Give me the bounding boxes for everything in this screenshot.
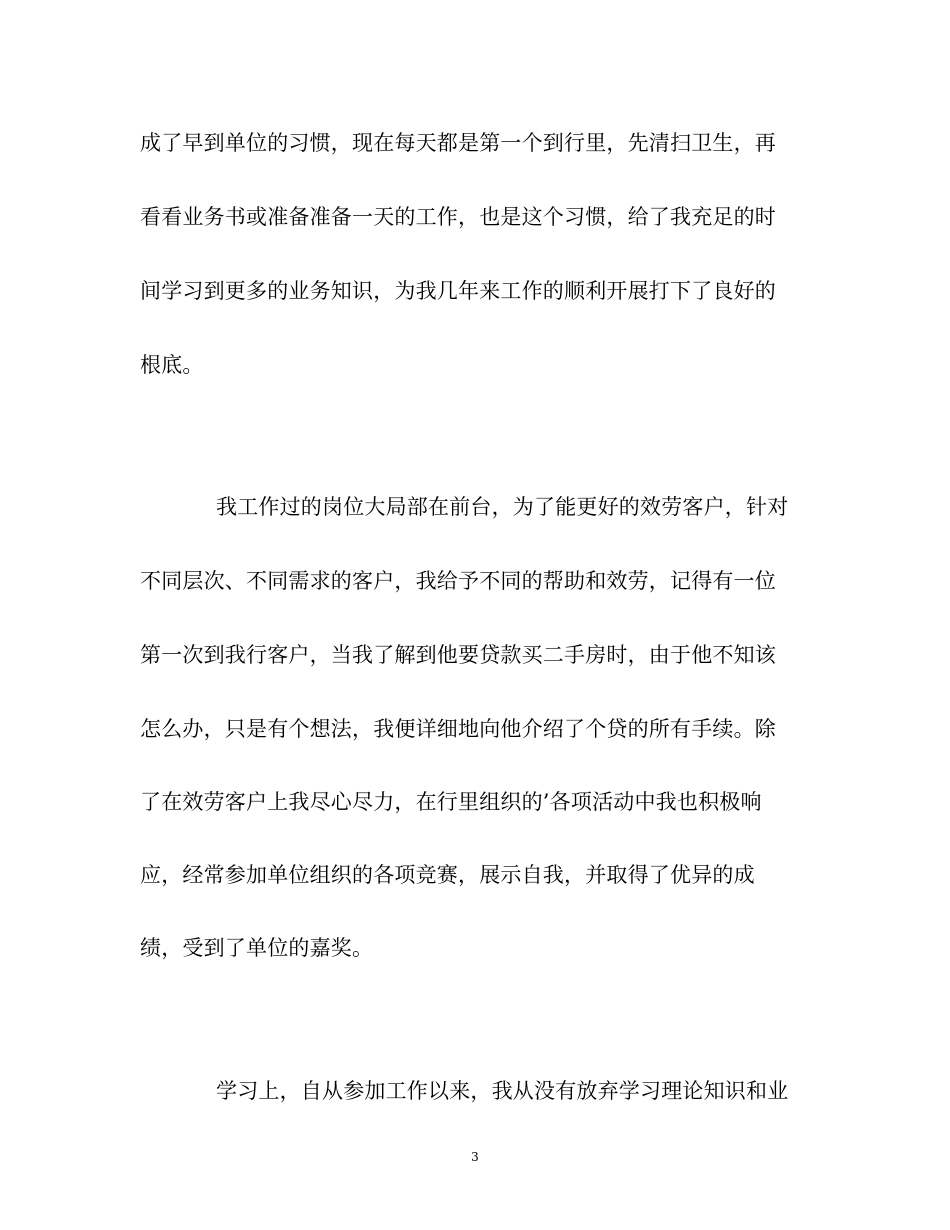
paragraph-2-line-4: 怎么办，只是有个想法，我便详细地向他介绍了个贷的所有手续。除 <box>140 717 776 741</box>
paragraph-2-line-2: 不同层次、不同需求的客户，我给予不同的帮助和效劳，记得有一位 <box>140 569 776 593</box>
paragraph-2-line-7: 绩，受到了单位的嘉奖。 <box>140 936 374 960</box>
paragraph-2-line-3: 第一次到我行客户，当我了解到他要贷款买二手房时，由于他不知该 <box>140 643 776 667</box>
page-number: 3 <box>471 1150 479 1164</box>
paragraph-1-line-1: 成了早到单位的习惯，现在每天都是第一个到行里，先清扫卫生，再 <box>140 131 776 155</box>
paragraph-3-line-1: 学习上，自从参加工作以来，我从没有放弃学习理论知识和业 <box>216 1079 789 1103</box>
paragraph-1-line-3: 间学习到更多的业务知识，为我几年来工作的顺利开展打下了良好的 <box>140 279 776 303</box>
paragraph-2-line-6: 应，经常参加单位组织的各项竞赛，展示自我，并取得了优异的成 <box>140 863 755 887</box>
paragraph-1-line-4: 根底。 <box>140 353 204 377</box>
paragraph-2-line-1: 我工作过的岗位大局部在前台，为了能更好的效劳客户，针对 <box>216 495 789 519</box>
paragraph-2-line-5: 了在效劳客户上我尽心尽力，在行里组织的’各项活动中我也积极响 <box>140 790 762 814</box>
paragraph-1-line-2: 看看业务书或准备准备一天的工作，也是这个习惯，给了我充足的时 <box>140 205 776 229</box>
